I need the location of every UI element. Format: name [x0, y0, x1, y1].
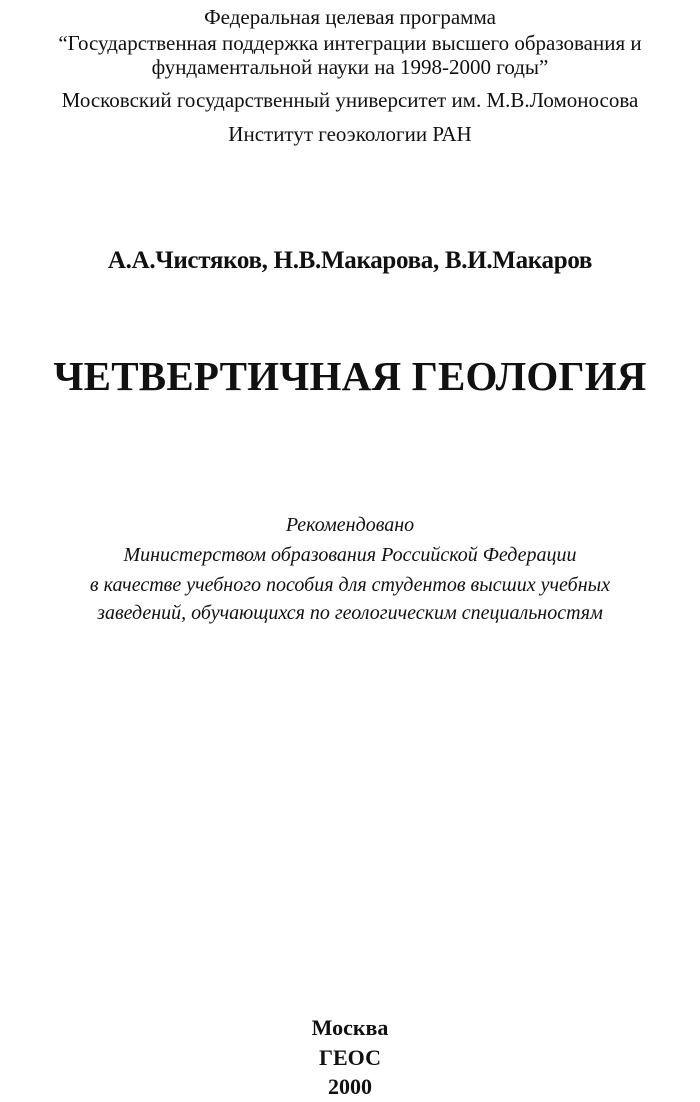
recommendation-line-2: Министерством образования Российской Федерации — [123, 544, 577, 566]
recommendation-line-1: Рекомендовано — [285, 514, 415, 536]
authors: А.А.Чистяков, Н.В.Макарова, В.И.Макаров — [107, 247, 593, 274]
book-title: ЧЕТВЕРТИЧНАЯ ГЕОЛОГИЯ — [53, 353, 647, 399]
imprint-year: 2000 — [328, 1074, 372, 1099]
imprint-publisher: ГЕОС — [319, 1045, 381, 1070]
university-name: Московский государственный университет им. М.В.Ломоносова — [61, 88, 639, 112]
recommendation-line-3: в качестве учебного пособия для студентов высших учебных — [89, 574, 611, 596]
program-name: Федеральная целевая программа — [204, 5, 496, 29]
institute-name: Институт геоэкологии РАН — [228, 122, 472, 146]
imprint-city: Москва — [311, 1015, 389, 1040]
program-title-line-1: “Государственная поддержка интеграции высшего образования и — [58, 31, 642, 55]
recommendation-line-4: заведений, обучающихся по геологическим специальностям — [97, 602, 603, 624]
program-title-line-2: фундаментальной науки на 1998-2000 годы” — [151, 55, 549, 79]
